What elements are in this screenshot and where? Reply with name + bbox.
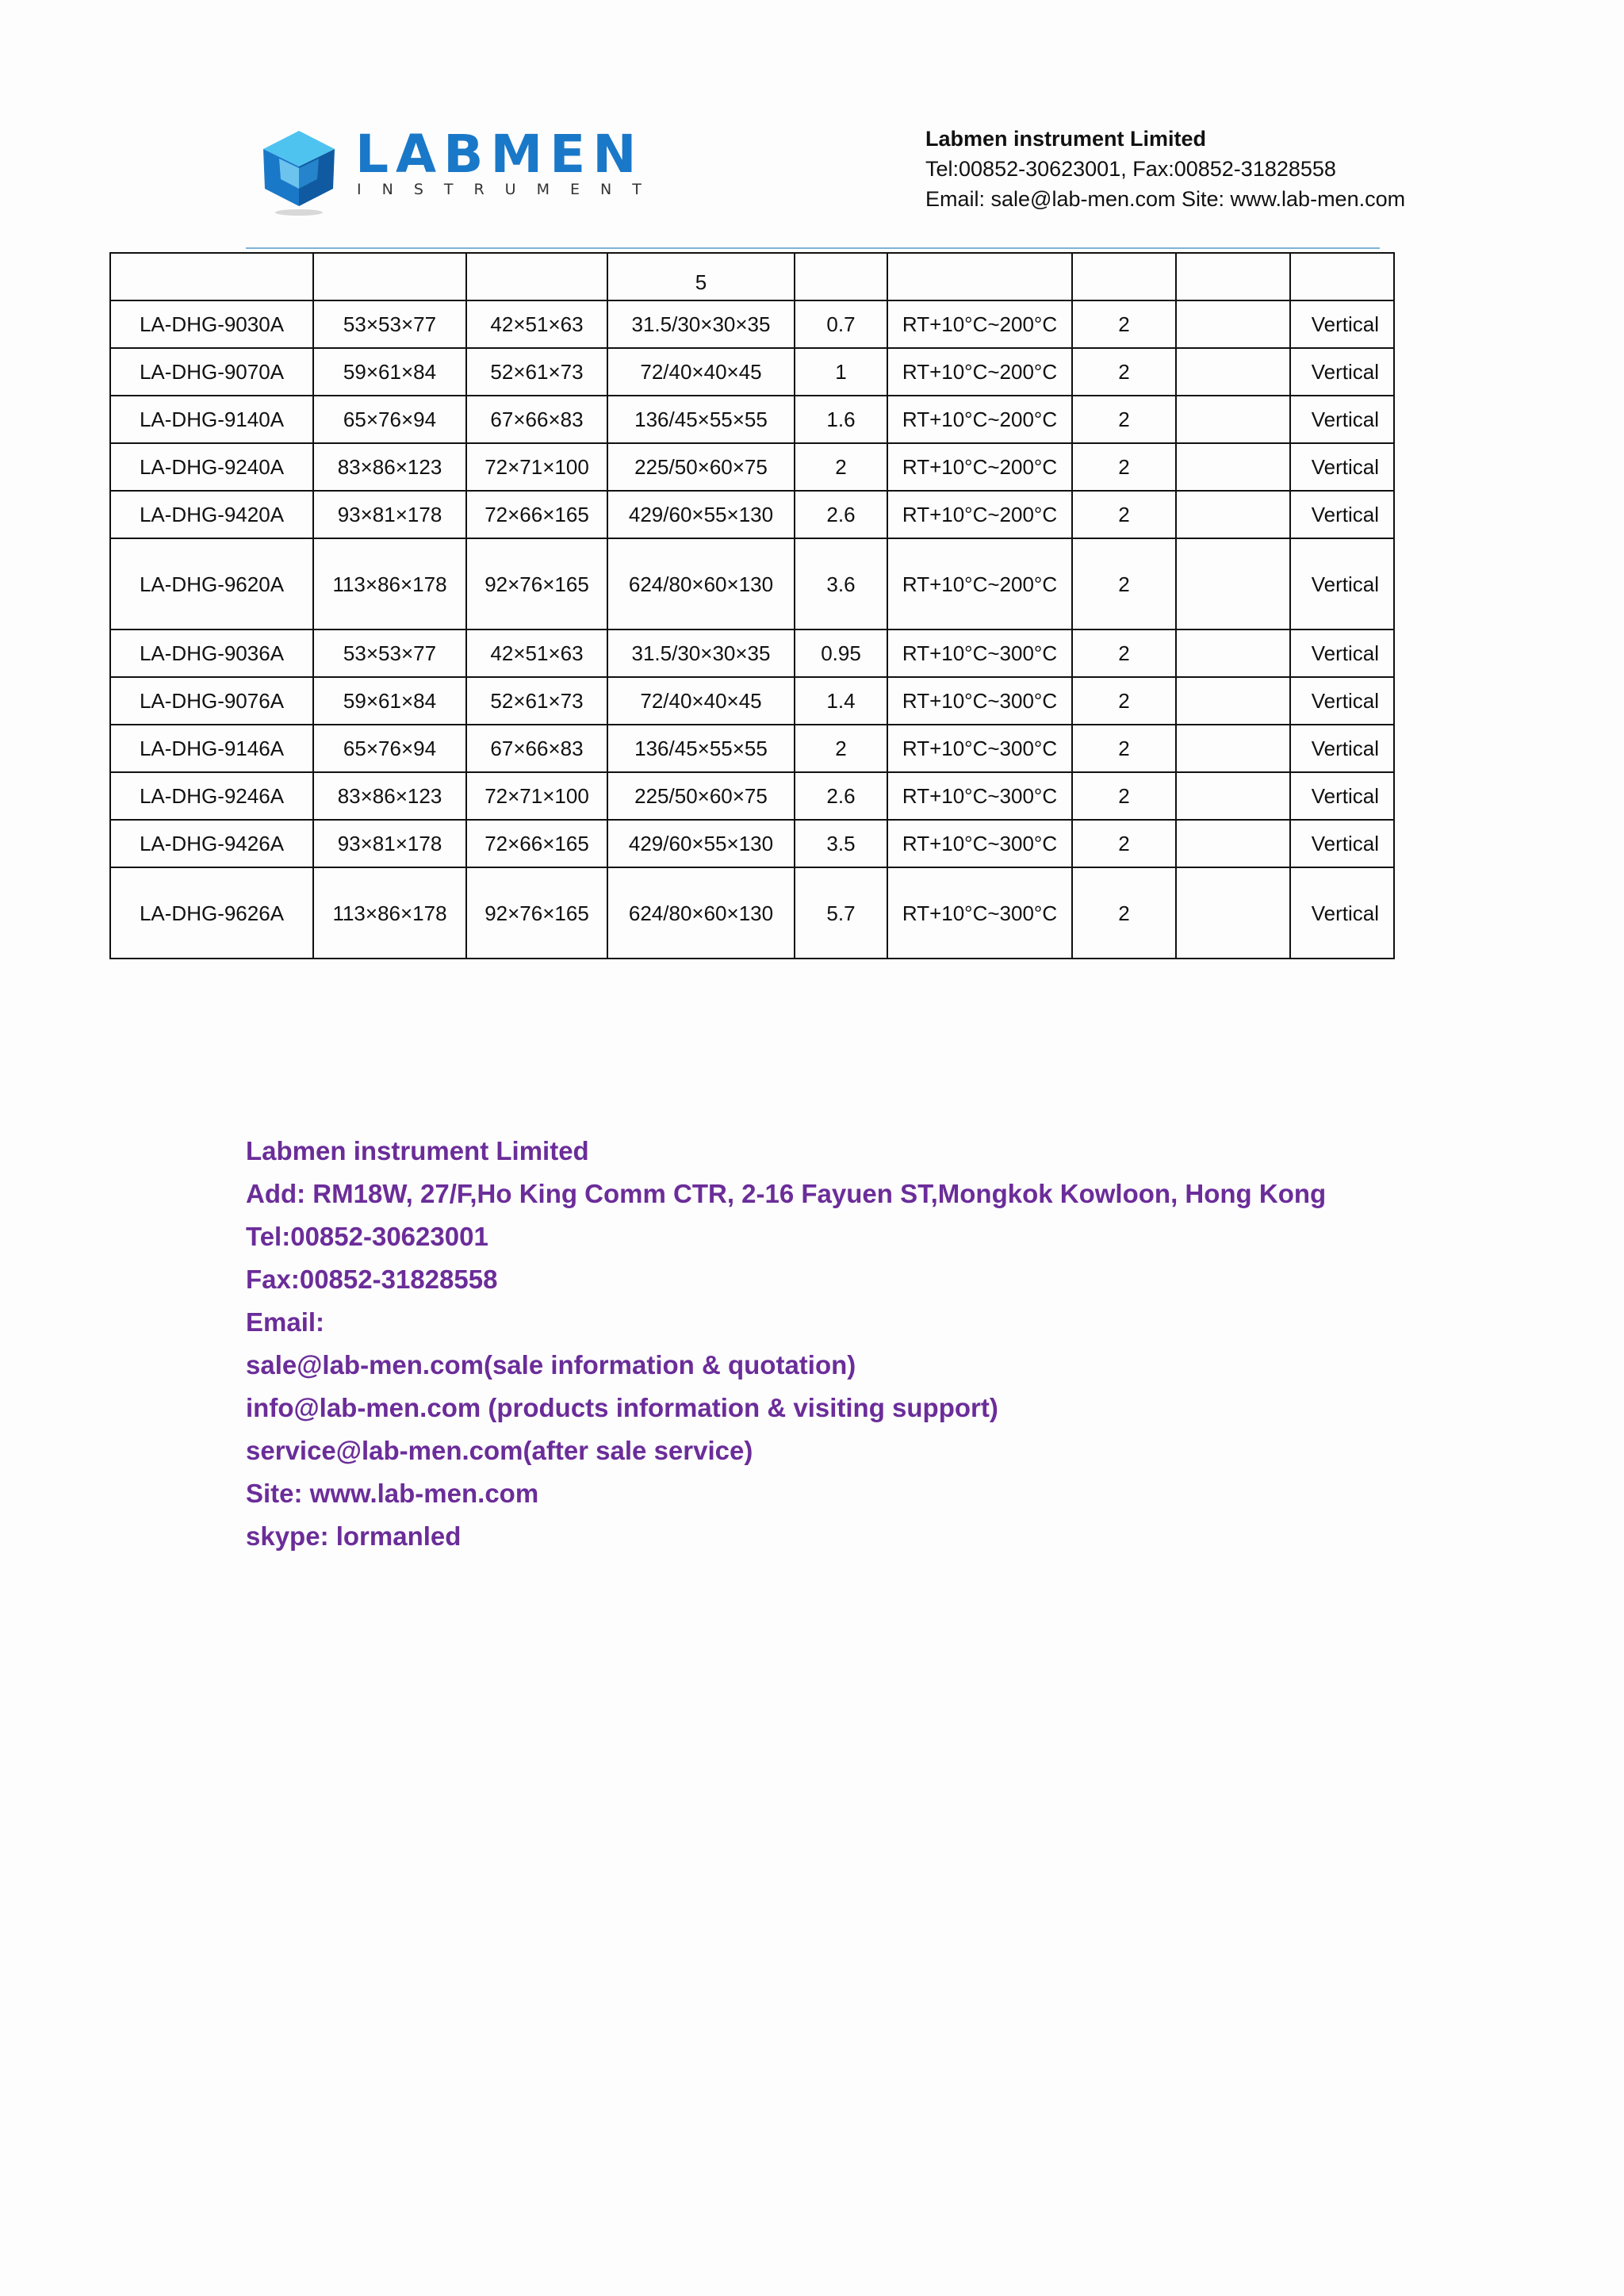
cell-text: RT+10°C~300°C	[902, 832, 1058, 855]
cell-text: 3.6	[826, 572, 856, 596]
header-divider	[246, 247, 1380, 249]
header-company: Labmen instrument Limited	[925, 127, 1207, 151]
footer-company: Labmen instrument Limited	[246, 1136, 589, 1165]
table-cell	[466, 772, 607, 820]
table-cell	[313, 725, 466, 772]
table-row	[110, 867, 1394, 959]
footer-email-sale: sale@lab-men.com(sale information & quotation)	[246, 1350, 856, 1380]
brand-subtitle: INSTRUMENT	[357, 181, 662, 198]
table-cell	[313, 538, 466, 629]
table-row	[110, 348, 1394, 396]
cell-text: LA-DHG-9076A	[139, 689, 285, 713]
table-cell	[887, 348, 1072, 396]
table-cell	[795, 300, 887, 348]
cell-text: LA-DHG-9240A	[139, 455, 285, 479]
table-cell	[1176, 491, 1290, 538]
table-cell	[1072, 725, 1176, 772]
table-row	[110, 629, 1394, 677]
table-cell	[1072, 677, 1176, 725]
footer-email-info: info@lab-men.com (products information & visiting support)	[246, 1393, 998, 1422]
cell-text: Vertical	[1311, 901, 1379, 925]
cell-text: RT+10°C~300°C	[902, 689, 1058, 713]
table-cell	[1072, 348, 1176, 396]
table-cell	[466, 820, 607, 867]
table-cell	[313, 772, 466, 820]
table-cell	[1290, 491, 1394, 538]
cell-text: RT+10°C~200°C	[902, 572, 1058, 596]
table-cell	[1290, 538, 1394, 629]
table-cell	[313, 443, 466, 491]
cell-text: RT+10°C~300°C	[902, 784, 1058, 808]
table-cell	[1072, 253, 1176, 300]
cell-text: 2	[1118, 408, 1130, 431]
table-cell	[607, 348, 795, 396]
table-cell	[110, 629, 313, 677]
table-cell	[607, 867, 795, 959]
table-cell	[1290, 629, 1394, 677]
table-cell	[1176, 253, 1290, 300]
cell-text: Vertical	[1311, 689, 1379, 713]
table-cell	[607, 677, 795, 725]
table-cell	[1176, 348, 1290, 396]
footer-contact	[246, 1130, 1326, 1558]
cell-text: 624/80×60×130	[628, 572, 774, 596]
table-cell	[795, 772, 887, 820]
table-cell	[1176, 396, 1290, 443]
cell-text: LA-DHG-9626A	[139, 901, 285, 925]
table-cell	[607, 772, 795, 820]
cell-text: 2	[1118, 832, 1130, 855]
cell-text: 225/50×60×75	[634, 784, 768, 808]
cube-logo-icon	[255, 127, 343, 218]
table-cell	[1072, 443, 1176, 491]
cell-text: RT+10°C~300°C	[902, 737, 1058, 760]
table-cell	[887, 396, 1072, 443]
table-cell	[1072, 867, 1176, 959]
cell-text: Vertical	[1311, 737, 1379, 760]
table-cell	[607, 443, 795, 491]
table-cell	[887, 491, 1072, 538]
cell-text: LA-DHG-9146A	[139, 737, 285, 760]
table-cell	[110, 538, 313, 629]
table-cell	[1290, 396, 1394, 443]
table-row	[110, 396, 1394, 443]
table-cell	[607, 396, 795, 443]
cell-text: Vertical	[1311, 455, 1379, 479]
table-cell	[1176, 443, 1290, 491]
cell-text: Vertical	[1311, 832, 1379, 855]
table-cell	[1176, 820, 1290, 867]
cell-text: 2	[1118, 312, 1130, 336]
cell-text: 59×61×84	[343, 360, 437, 384]
footer-tel: Tel:00852-30623001	[246, 1222, 488, 1251]
table-cell	[1176, 538, 1290, 629]
cell-text: LA-DHG-9420A	[139, 503, 285, 526]
table-cell	[795, 443, 887, 491]
table-cell	[110, 443, 313, 491]
cell-text: 59×61×84	[343, 689, 437, 713]
table-cell	[795, 348, 887, 396]
table-cell	[1072, 396, 1176, 443]
table-cell	[887, 253, 1072, 300]
table-cell	[887, 300, 1072, 348]
cell-text: 93×81×178	[337, 832, 442, 855]
cell-text: 2	[1118, 737, 1130, 760]
footer-site: Site: www.lab-men.com	[246, 1479, 539, 1508]
cell-text: 31.5/30×30×35	[631, 641, 771, 665]
table-row	[110, 820, 1394, 867]
table-cell	[110, 820, 313, 867]
cell-text: 1.6	[826, 408, 856, 431]
header-contact	[925, 124, 1405, 214]
cell-text: 42×51×63	[490, 641, 584, 665]
table-cell	[466, 629, 607, 677]
table-cell	[887, 538, 1072, 629]
table-cell	[313, 396, 466, 443]
cell-text: 65×76×94	[343, 408, 437, 431]
table-cell	[1290, 253, 1394, 300]
cell-text: 2	[1118, 689, 1130, 713]
table-cell	[313, 300, 466, 348]
cell-text: 1	[835, 360, 847, 384]
cell-text: Vertical	[1311, 784, 1379, 808]
table-cell	[1290, 867, 1394, 959]
table-cell	[887, 443, 1072, 491]
cell-text: RT+10°C~200°C	[902, 360, 1058, 384]
table-cell	[1176, 772, 1290, 820]
table-cell	[313, 491, 466, 538]
table-cell	[110, 677, 313, 725]
cell-text: 429/60×55×130	[628, 832, 774, 855]
brand-name: LABMEN	[355, 124, 644, 185]
table-cell	[887, 772, 1072, 820]
cell-text: 72/40×40×45	[640, 689, 762, 713]
cell-text: 2.6	[826, 503, 856, 526]
cell-text: 72×71×100	[485, 784, 589, 808]
cell-text: 67×66×83	[490, 408, 584, 431]
cell-text: Vertical	[1311, 312, 1379, 336]
table-cell	[1072, 491, 1176, 538]
cell-text: 0.95	[821, 641, 861, 665]
table-cell	[887, 629, 1072, 677]
cell-text: 65×76×94	[343, 737, 437, 760]
cell-text: 72×71×100	[485, 455, 589, 479]
table-cell	[1290, 348, 1394, 396]
cell-text: 52×61×73	[490, 360, 584, 384]
table-cell	[466, 348, 607, 396]
labmen-logo	[255, 124, 662, 218]
table-cell	[313, 867, 466, 959]
cell-text: LA-DHG-9426A	[139, 832, 285, 855]
cell-text: 3.5	[826, 832, 856, 855]
footer-fax: Fax:00852-31828558	[246, 1265, 498, 1294]
table-cell	[313, 677, 466, 725]
table-cell	[887, 820, 1072, 867]
table-cell	[466, 443, 607, 491]
table-row	[110, 772, 1394, 820]
table-cell	[795, 867, 887, 959]
table-cell	[110, 348, 313, 396]
table-cell	[1176, 725, 1290, 772]
cell-text: Vertical	[1311, 572, 1379, 596]
table-cell	[1072, 538, 1176, 629]
cell-text: Vertical	[1311, 360, 1379, 384]
table-row	[110, 443, 1394, 491]
cell-text: 52×61×73	[490, 689, 584, 713]
table-cell	[466, 677, 607, 725]
cell-text: 2	[835, 737, 847, 760]
footer-email-service: service@lab-men.com(after sale service)	[246, 1436, 753, 1465]
cell-text: 136/45×55×55	[634, 737, 768, 760]
cell-text: Vertical	[1311, 641, 1379, 665]
table-cell	[1072, 300, 1176, 348]
footer-email-label: Email:	[246, 1307, 325, 1337]
cell-text: LA-DHG-9246A	[139, 784, 285, 808]
table-cell	[110, 300, 313, 348]
cell-text: LA-DHG-9030A	[139, 312, 285, 336]
table-cell	[795, 253, 887, 300]
footer-skype: skype: lormanled	[246, 1521, 462, 1551]
cell-text: 2	[1118, 784, 1130, 808]
cell-text: 113×86×178	[332, 572, 447, 596]
cell-text: LA-DHG-9620A	[139, 572, 285, 596]
table-cell	[1290, 677, 1394, 725]
table-cell	[110, 725, 313, 772]
table-cell	[466, 491, 607, 538]
cell-text: 67×66×83	[490, 737, 584, 760]
cell-text: RT+10°C~300°C	[902, 901, 1058, 925]
table-cell	[466, 253, 607, 300]
table-cell	[887, 867, 1072, 959]
footer-address: Add: RM18W, 27/F,Ho King Comm CTR, 2-16 Fayuen ST,Mongkok Kowloon, Hong Kong	[246, 1179, 1327, 1208]
table-cell	[607, 725, 795, 772]
cell-text: 42×51×63	[490, 312, 584, 336]
table-row	[110, 491, 1394, 538]
table-cell	[1290, 772, 1394, 820]
cell-text: 93×81×178	[337, 503, 442, 526]
table-row	[110, 538, 1394, 629]
table-cell	[795, 725, 887, 772]
cell-text: 2	[1118, 503, 1130, 526]
cell-text: 5.7	[826, 901, 856, 925]
table-cell	[1176, 300, 1290, 348]
cell-text: 2	[1118, 360, 1130, 384]
header-tel-fax: Tel:00852-30623001, Fax:00852-31828558	[925, 157, 1336, 181]
cell-text: RT+10°C~200°C	[902, 408, 1058, 431]
cell-text: 72×66×165	[485, 503, 589, 526]
cell-text: RT+10°C~200°C	[902, 503, 1058, 526]
cell-text: 2	[1118, 641, 1130, 665]
table-cell	[110, 491, 313, 538]
table-cell	[607, 491, 795, 538]
table-cell	[607, 820, 795, 867]
cell-text: RT+10°C~200°C	[902, 312, 1058, 336]
cell-text: 2	[1118, 455, 1130, 479]
cell-text: 136/45×55×55	[634, 408, 768, 431]
cell-text: 2	[1118, 901, 1130, 925]
table-cell	[795, 396, 887, 443]
table-cell	[1290, 443, 1394, 491]
cell-text: 0.7	[826, 312, 856, 336]
table-cell	[887, 725, 1072, 772]
header-email-site: Email: sale@lab-men.com Site: www.lab-men.com	[925, 187, 1406, 211]
cell-text: RT+10°C~200°C	[902, 455, 1058, 479]
table-cell	[1072, 772, 1176, 820]
table-cell	[466, 300, 607, 348]
cell-text: 225/50×60×75	[634, 455, 768, 479]
table-cell	[887, 677, 1072, 725]
table-cell	[795, 491, 887, 538]
table-cell	[607, 629, 795, 677]
cell-text: 624/80×60×130	[628, 901, 774, 925]
cell-text: 83×86×123	[337, 455, 442, 479]
cell-text: 53×53×77	[343, 641, 437, 665]
table-cell	[1290, 725, 1394, 772]
table-cell	[110, 396, 313, 443]
table-cell	[1290, 300, 1394, 348]
table-cell	[795, 677, 887, 725]
cell-text: Vertical	[1311, 503, 1379, 526]
cell-text: LA-DHG-9036A	[139, 641, 285, 665]
table-row	[110, 300, 1394, 348]
cell-text: LA-DHG-9140A	[139, 408, 285, 431]
table-cell	[1290, 820, 1394, 867]
table-cell	[1176, 629, 1290, 677]
table-cell	[1176, 677, 1290, 725]
table-cell	[110, 867, 313, 959]
cell-text: 429/60×55×130	[628, 503, 774, 526]
cell-text: 53×53×77	[343, 312, 437, 336]
cell-text: 72/40×40×45	[640, 360, 762, 384]
table-cell	[313, 253, 466, 300]
spec-table	[109, 252, 1395, 959]
table-cell	[795, 820, 887, 867]
table-cell	[110, 253, 313, 300]
table-cell	[466, 538, 607, 629]
table-cell	[1072, 820, 1176, 867]
cell-text: RT+10°C~300°C	[902, 641, 1058, 665]
cell-text: 113×86×178	[332, 901, 447, 925]
table-cell	[466, 396, 607, 443]
cell-text: 2	[1118, 572, 1130, 596]
table-cell	[795, 538, 887, 629]
table-cell	[466, 725, 607, 772]
table-row	[110, 725, 1394, 772]
table-row	[110, 677, 1394, 725]
cell-text: 31.5/30×30×35	[631, 312, 771, 336]
cell-text: 92×76×165	[485, 901, 589, 925]
cell-text: 2	[835, 455, 847, 479]
cell-text: 83×86×123	[337, 784, 442, 808]
cell-text: Vertical	[1311, 408, 1379, 431]
table-cell	[313, 348, 466, 396]
table-cell	[1072, 629, 1176, 677]
cell-text: 2.6	[826, 784, 856, 808]
table-cell	[110, 772, 313, 820]
table-cell: 5	[607, 253, 795, 300]
table-cell	[1176, 867, 1290, 959]
table-cell	[607, 300, 795, 348]
table-cell	[607, 538, 795, 629]
table-cell	[795, 629, 887, 677]
cell-text: 72×66×165	[485, 832, 589, 855]
table-cell	[313, 820, 466, 867]
cell-text: 1.4	[826, 689, 856, 713]
table-cell	[313, 629, 466, 677]
table-cell	[466, 867, 607, 959]
table-row-continued	[110, 253, 1394, 300]
cell-text: LA-DHG-9070A	[139, 360, 285, 384]
cell-text: 92×76×165	[485, 572, 589, 596]
